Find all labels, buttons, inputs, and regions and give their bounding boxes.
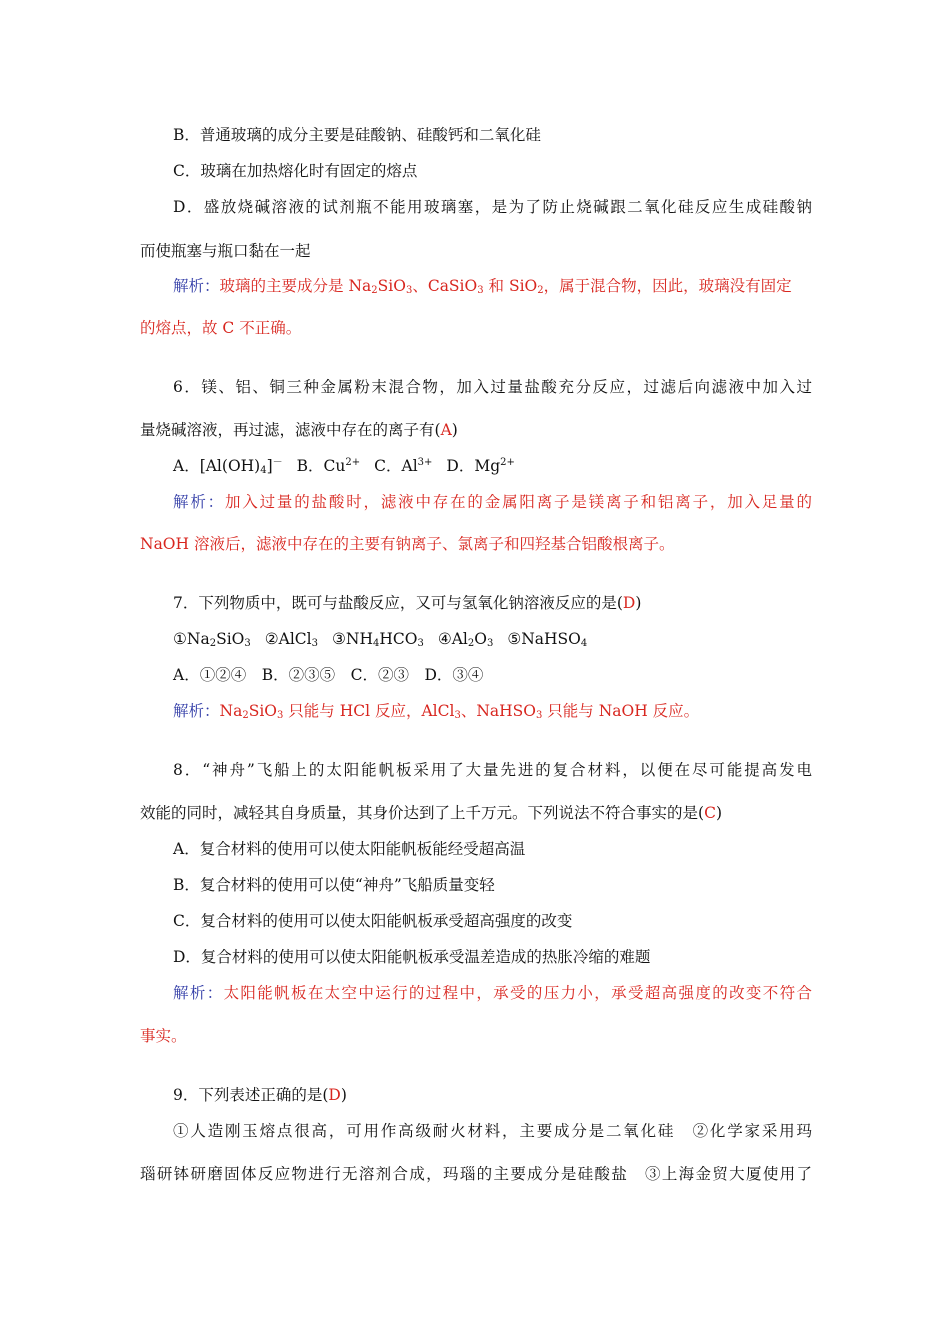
q6-stem-line2: 量烧碱溶液，再过滤，滤液中存在的离子有(A): [140, 421, 458, 439]
q8-option-d: D．复合材料的使用可以使太阳能帆板承受温差造成的热胀冷缩的难题: [173, 948, 651, 966]
q7-stem: 7．下列物质中，既可与盐酸反应，又可与氢氧化钠溶液反应的是(D): [173, 594, 642, 612]
analysis-label: 解析：: [173, 277, 220, 295]
q6-stem-line1: 6．镁、铝、铜三种金属粉末混合物，加入过量盐酸充分反应，过滤后向滤液中加入过: [173, 378, 812, 396]
q5-option-b: B．普通玻璃的成分主要是硅酸钠、硅酸钙和二氧化硅: [173, 126, 541, 144]
q9-statement-line1: ①人造刚玉熔点很高，可用作高级耐火材料，主要成分是二氧化硅 ②化学家采用玛: [173, 1122, 812, 1140]
q6-answer: A: [440, 421, 452, 439]
q8-stem-line2: 效能的同时，减轻其自身质量，其身价达到了上千万元。下列说法不符合事实的是(C): [140, 804, 722, 822]
q7-options: A．①②④ B．②③⑤ C．②③ D．③④: [173, 666, 484, 684]
q5-option-d-line1: D．盛放烧碱溶液的试剂瓶不能用玻璃塞，是为了防止烧碱跟二氧化硅反应生成硅酸钠: [173, 198, 812, 216]
q5-option-c: C．玻璃在加热熔化时有固定的熔点: [173, 162, 418, 180]
analysis-label: 解析：: [173, 984, 224, 1002]
q6-option-d: D．$Mg^{2+}$: [446, 457, 515, 475]
analysis-label: 解析：: [173, 702, 220, 720]
q8-analysis-line1: 解析：太阳能帆板在太空中运行的过程中，承受的压力小，承受超高强度的改变不符合: [173, 984, 812, 1002]
q9-answer: D: [328, 1086, 341, 1104]
q8-analysis-line2: 事实。: [140, 1027, 187, 1045]
q5-option-d-line2: 而使瓶塞与瓶口黏在一起: [140, 242, 311, 260]
q6-option-c: C．$Al^{3+}$: [374, 457, 433, 475]
q8-answer: C: [704, 804, 716, 822]
q8-option-c: C．复合材料的使用可以使太阳能帆板承受超高强度的改变: [173, 912, 573, 930]
q8-option-a: A．复合材料的使用可以使太阳能帆板能经受超高温: [173, 840, 526, 858]
q7-items: $①Na_2SiO_3$ ②AlCl$_3$ $③NH_4HCO_3$ $④Al_2O_3$ ⑤NaHSO$_4$: [173, 630, 588, 649]
q6-options: [173, 455, 812, 477]
q9-stem: 9．下列表述正确的是(D): [173, 1086, 347, 1104]
q5-analysis-line2: 的熔点，故 C 不正确。: [140, 319, 302, 337]
q5-analysis-line1: [173, 275, 812, 297]
q5-analysis-text: 玻璃的主要成分是 $Na_2SiO_3$、CaSiO$_3$ 和 SiO$_2$，属于混合物，因此，玻璃没有固定: [219, 277, 792, 296]
q8-option-b: B．复合材料的使用可以使“神舟”飞船质量变轻: [173, 876, 495, 894]
q9-statement-line2: 瑙研钵研磨固体反应物进行无溶剂合成，玛瑙的主要成分是硅酸盐 ③上海金贸大厦使用了: [140, 1165, 812, 1183]
q6-analysis-line2: NaOH 溶液后，滤液中存在的主要有钠离子、氯离子和四羟基合铝酸根离子。: [140, 535, 675, 553]
q6-option-b: B．$Cu^{2+}$: [296, 457, 361, 475]
analysis-label: 解析：: [173, 493, 225, 511]
q7-analysis: 解析：$Na_2SiO_3$ 只能与 HCl 反应，AlCl$_3$、NaHSO$_3$ 只能与 NaOH 反应。: [173, 702, 700, 721]
q7-answer: D: [622, 594, 636, 612]
q6-option-a: A．$[Al(OH)_4]^-$: [173, 457, 283, 476]
q6-analysis-line1: 解析：加入过量的盐酸时，滤液中存在的金属阳离子是镁离子和铝离子，加入足量的: [173, 493, 812, 511]
q8-stem-line1: 8．“神舟”飞船上的太阳能帆板采用了大量先进的复合材料，以便在尽可能提高发电: [173, 761, 812, 779]
